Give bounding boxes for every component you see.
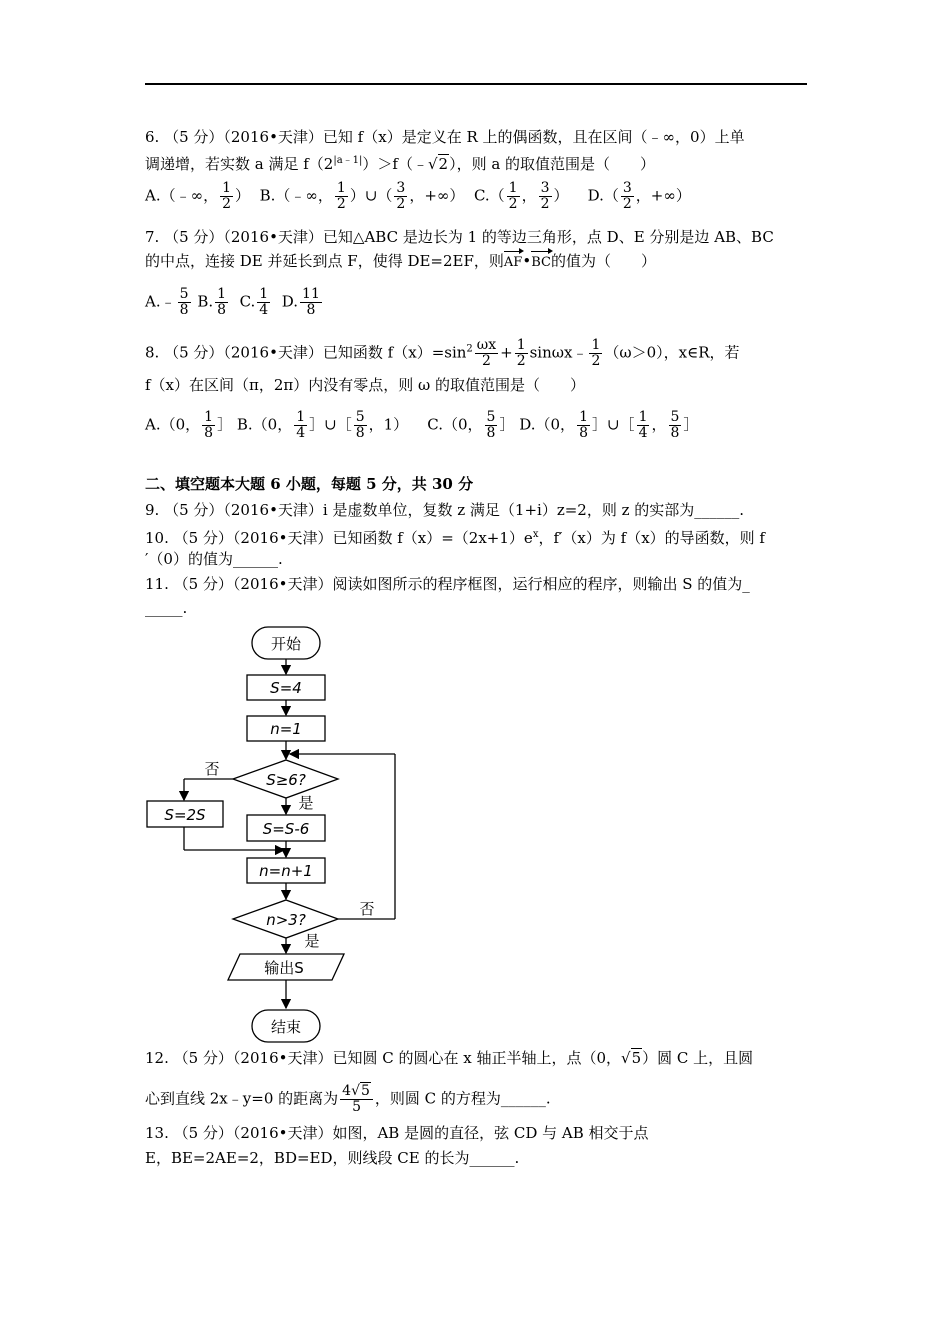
fraction: $\frac{1}{2}$ (508, 180, 518, 212)
q6-line1: 6. （5 分）（2016•天津）已知 f（x）是定义在 R 上的偶函数，且在区间（﹣∞，0）上单 (145, 128, 745, 146)
q6-option-a: A.（﹣∞， (145, 186, 219, 205)
fc-start-label: 开始 (270, 635, 302, 653)
q11-line2: _____. (145, 599, 188, 617)
fraction: $\frac{3}{2}$ (540, 180, 550, 212)
fraction: $\frac{5}{8}$ (670, 409, 680, 441)
q11-line1: 11. （5 分）（2016•天津）阅读如图所示的程序框图，运行相应的程序，则输出 S 的值为_ (145, 575, 750, 593)
fraction: $\frac{\omega x}{2}$ (476, 337, 497, 369)
q6-option-b: B.（﹣∞， (259, 186, 333, 205)
fraction: $\frac{1}{8}$ (217, 286, 227, 318)
q8-options: A.（0， $\frac{1}{8}$ ］ B.（0， $\frac{1}{4}$ ］∪［ $\frac{5}{8}$ ，1） C.（0， $\frac{5}{8}$ ］ D.（0， $\frac{1}{8}$ ］∪［ $\frac{1}{4}$ ， $\frac{5}{8}$ ］ (145, 409, 699, 441)
fc-n-inc-label: n=n+1 (259, 862, 313, 880)
fc-cond1-label: S≥6? (266, 771, 306, 789)
fc-yes1-label: 是 (298, 794, 314, 812)
q7-option-b: B. (197, 292, 214, 311)
q6-text-a: 调递增，若实数 a 满足 f（2 (145, 155, 334, 173)
q6-text-c: ），则 a 的取值范围是（ ） (449, 155, 656, 173)
q6-options: A.（﹣∞， $\frac{1}{2}$ ） B.（﹣∞， $\frac{1}{2}$ ）∪（ $\frac{3}{2}$ ，+∞） C.（ $\frac{1}{2}$ ， $\frac{3}{2}$ ） D.（ $\frac{3}{2}$ ，+∞） (145, 180, 691, 212)
fraction: $\frac{11}{8}$ (302, 286, 320, 318)
fraction: $\frac{1}{2}$ (222, 180, 232, 212)
q13-line2: E，BE=2AE=2，BD=ED，则线段 CE 的长为______. (145, 1149, 520, 1167)
fraction: $\frac{5}{8}$ (486, 409, 496, 441)
section-heading: 二、填空题本大题 6 小题，每题 5 分，共 30 分 (145, 475, 474, 493)
q7-option-d: D. (281, 292, 299, 311)
fraction: $\frac{1}{2}$ (516, 337, 526, 369)
q7-option-c: C. (239, 292, 256, 311)
q8-line1: 8. （5 分）（2016•天津）已知函数 $f(x)=\sin^2$ $\frac{\omega x}{2}$ + $\frac{1}{2}$ sinωx﹣ $\frac{1}{2}$ （ω＞0），x∈R，若 (145, 337, 740, 369)
q8-option-b: B.（0， (236, 415, 293, 434)
q8-option-c: C.（0， (427, 415, 483, 434)
q6-text-b: ）＞f（﹣ (362, 155, 428, 173)
q7-line1: 7. （5 分）（2016•天津）已知△ABC 是边长为 1 的等边三角形，点 D、E 分别是边 AB、BC (145, 228, 774, 246)
fraction: $\frac{1}{4}$ (259, 286, 269, 318)
vector-af: AF (504, 253, 522, 273)
fc-n-init-label: n=1 (270, 720, 302, 738)
q10-line1: 10. （5 分）（2016•天津）已知函数 $f(x)=(2x+1)e^x$，f′（x）为 f（x）的导函数，则 f (145, 529, 765, 547)
fraction: $\frac{5}{8}$ (355, 409, 365, 441)
q12-line1: 12. （5 分）（2016•天津）已知圆 C 的圆心在 x 轴正半轴上，点（0，√5）圆 C 上，且圆 (145, 1049, 754, 1067)
q9: 9. （5 分）（2016•天津）i 是虚数单位，复数 z 满足（1+i）z=2，则 z 的实部为______. (145, 501, 745, 519)
q8-line2: f（x）在区间（π，2π）内没有零点，则 ω 的取值范围是（ ） (145, 376, 586, 394)
fraction: $\frac{1}{4}$ (296, 409, 306, 441)
fc-s-double-label: S=2S (164, 806, 206, 824)
fraction: $\frac{5}{8}$ (179, 286, 189, 318)
fc-end-label: 结束 (270, 1018, 302, 1036)
fc-cond2-label: n>3? (266, 911, 306, 929)
q8-option-d: D.（0， (519, 415, 576, 434)
q12-line2: 心到直线 2x﹣y=0 的距离为 $\frac{4√5}{5}$ ，则圆 C 的方程为______. (145, 1083, 551, 1115)
q6-sqrt: 2 (438, 155, 449, 173)
q6-option-d: D.（ (587, 186, 619, 205)
fraction: $\frac{3}{2}$ (396, 180, 406, 212)
fraction: $\frac{3}{2}$ (622, 180, 632, 212)
q6-line2: 调递增，若实数 a 满足 $f(2^{|a﹣1|})>f(﹣√2)$，则 a 的取值范围是（ ） (145, 155, 656, 173)
fraction: $\frac{1}{4}$ (638, 409, 648, 441)
q6-exponent: |a﹣1| (333, 155, 363, 166)
fc-s-minus-label: S=S-6 (262, 820, 310, 838)
fc-yes2-label: 是 (304, 932, 320, 950)
vector-bc: BC (531, 253, 551, 273)
fraction: $\frac{1}{2}$ (591, 337, 601, 369)
q13-line1: 13. （5 分）（2016•天津）如图，AB 是圆的直径，弦 CD 与 AB 相交于点 (145, 1124, 649, 1142)
q10-line2: ′（0）的值为______. (145, 550, 283, 568)
fc-no1-label: 否 (204, 760, 220, 778)
fraction: $\frac{1}{8}$ (204, 409, 214, 441)
fc-output-label: 输出S (264, 959, 304, 977)
q7-line2: 的中点，连接 DE 并延长到点 F，使得 DE=2EF，则AF•BC的值为（ ） (145, 251, 656, 273)
q7-option-a: A.﹣ (145, 292, 176, 311)
q6-option-c: C.（ (473, 186, 505, 205)
fraction: $\frac{1}{2}$ (336, 180, 346, 212)
fraction: $\frac{4√5}{5}$ (340, 1084, 373, 1115)
fraction: $\frac{1}{8}$ (579, 409, 588, 441)
q8-option-a: A.（0， (145, 415, 201, 434)
fc-no2-label: 否 (359, 900, 375, 918)
fc-s-init-label: S=4 (270, 679, 302, 697)
